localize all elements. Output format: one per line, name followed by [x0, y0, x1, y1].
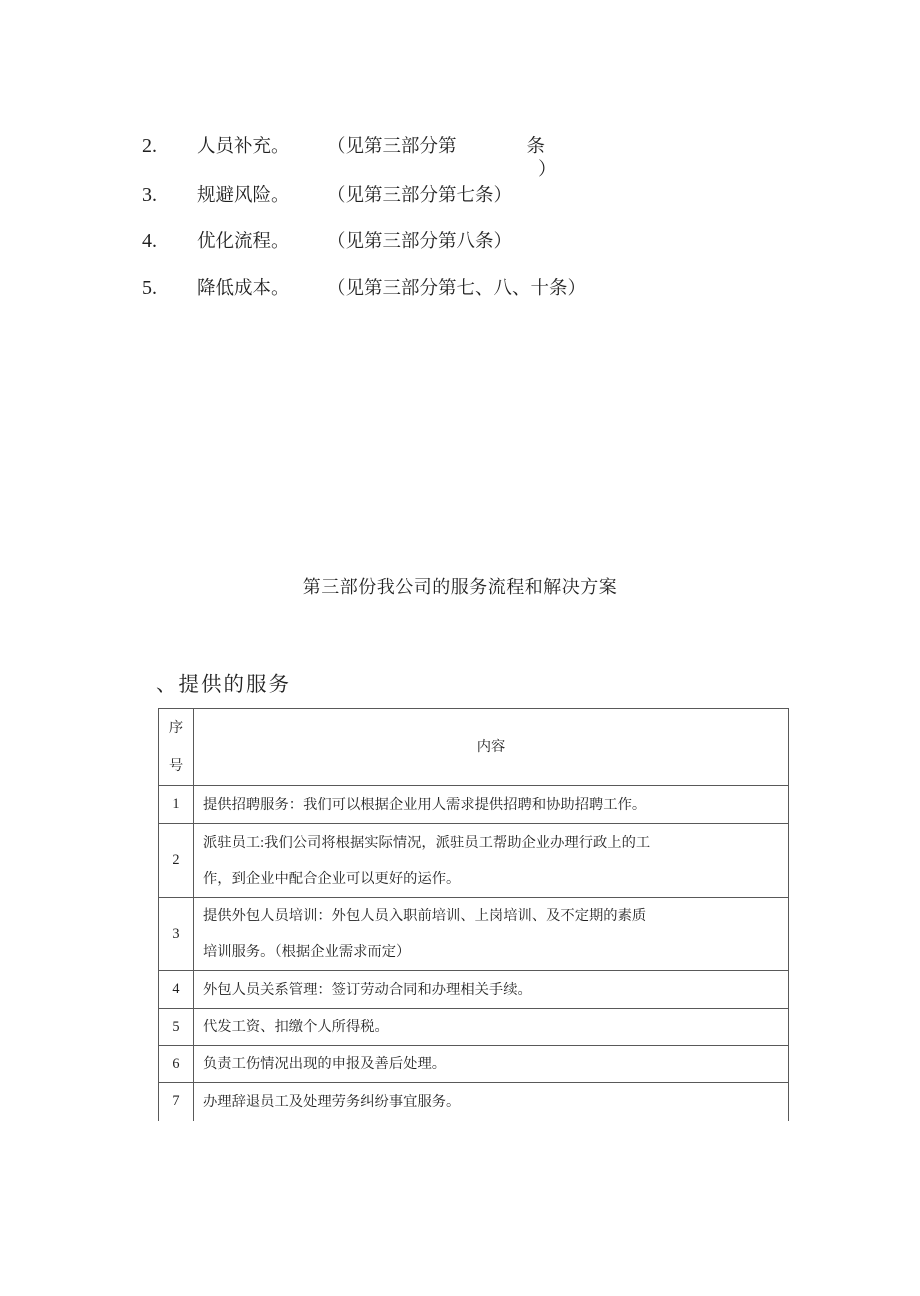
row-number-cell: 7 [159, 1083, 194, 1122]
row-content-cell [194, 824, 789, 898]
list-item [142, 228, 512, 255]
row-content-line: 外包人员关系管理：签订劳动合同和办理相关手续。 [203, 981, 532, 998]
table-row-clipped-by-page-break [159, 1083, 789, 1122]
list-item [142, 182, 512, 209]
section-title: 第三部份我公司的服务流程和解决方案 [302, 577, 618, 597]
row-number-cell: 5 [159, 1009, 194, 1046]
row-number-cell: 4 [159, 971, 194, 1009]
row-content-line: 负责工伤情况出现的申报及善后处理。 [203, 1056, 447, 1072]
row-number-cell: 6 [159, 1046, 194, 1083]
row-content-line: 培训服务。（根据企业需求而定） [203, 944, 411, 960]
list-item-reference: （见第三部分第七、八、十条） [327, 279, 587, 299]
table-row [159, 1009, 789, 1046]
row-content-line: 提供外包人员培训：外包人员入职前培训、上岗培训、及不定期的素质 [203, 908, 647, 924]
list-item-reference-tail: 条 [526, 137, 546, 157]
header-cell-content: 内容 [194, 709, 789, 786]
list-item-number: 5. [142, 277, 157, 299]
row-content-cell [194, 786, 789, 824]
list-item-term: 规避风险。 [197, 186, 290, 206]
list-item-reference: （见第三部分第 [327, 137, 457, 157]
table-header-row [159, 709, 789, 786]
row-content-cell [194, 1046, 789, 1083]
row-content-cell [194, 1009, 789, 1046]
table-row [159, 1046, 789, 1083]
row-number-cell: 1 [159, 786, 194, 824]
row-content-cell [194, 971, 789, 1009]
header-number-line1: 序 [168, 720, 184, 736]
header-number-line2: 号 [168, 758, 184, 774]
row-content-line: 派驻员工:我们公司将根据实际情况，派驻员工帮助企业办理行政上的工 [203, 834, 651, 851]
list-item-term: 人员补充。 [197, 137, 290, 157]
table-row [159, 824, 789, 898]
row-content-line: 代发工资、扣缴个人所得税。 [203, 1019, 389, 1035]
list-item-number: 2. [142, 135, 157, 157]
list-item-term: 优化流程。 [197, 232, 290, 252]
row-content-line: 办理辞退员工及处理劳务纠纷事宜服务。 [203, 1094, 461, 1110]
list-item-number: 3. [142, 184, 157, 206]
table-row [159, 898, 789, 971]
list-item [142, 275, 586, 302]
row-content-cell [194, 1083, 789, 1122]
row-content-cell [194, 898, 789, 971]
row-content-line: 作，到企业中配合企业可以更好的运作。 [203, 870, 461, 887]
list-item [142, 133, 545, 160]
row-content-line: 提供招聘服务：我们可以根据企业用人需求提供招聘和协助招聘工作。 [203, 796, 647, 813]
row-number-cell: 2 [159, 824, 194, 898]
list-item-term: 降低成本。 [197, 279, 290, 299]
row-number-cell: 3 [159, 898, 194, 971]
list-item-close-paren: ） [538, 160, 557, 180]
subsection-heading: 、提供的服务 [156, 674, 291, 696]
table-row [159, 971, 789, 1009]
list-item-reference: （见第三部分第八条） [327, 232, 513, 252]
header-cell-number [159, 709, 194, 786]
table-row [159, 786, 789, 824]
services-table [158, 708, 789, 1121]
services-table-container [158, 708, 791, 1121]
list-item-number: 4. [142, 230, 157, 252]
list-item-reference: （见第三部分第七条） [327, 186, 513, 206]
